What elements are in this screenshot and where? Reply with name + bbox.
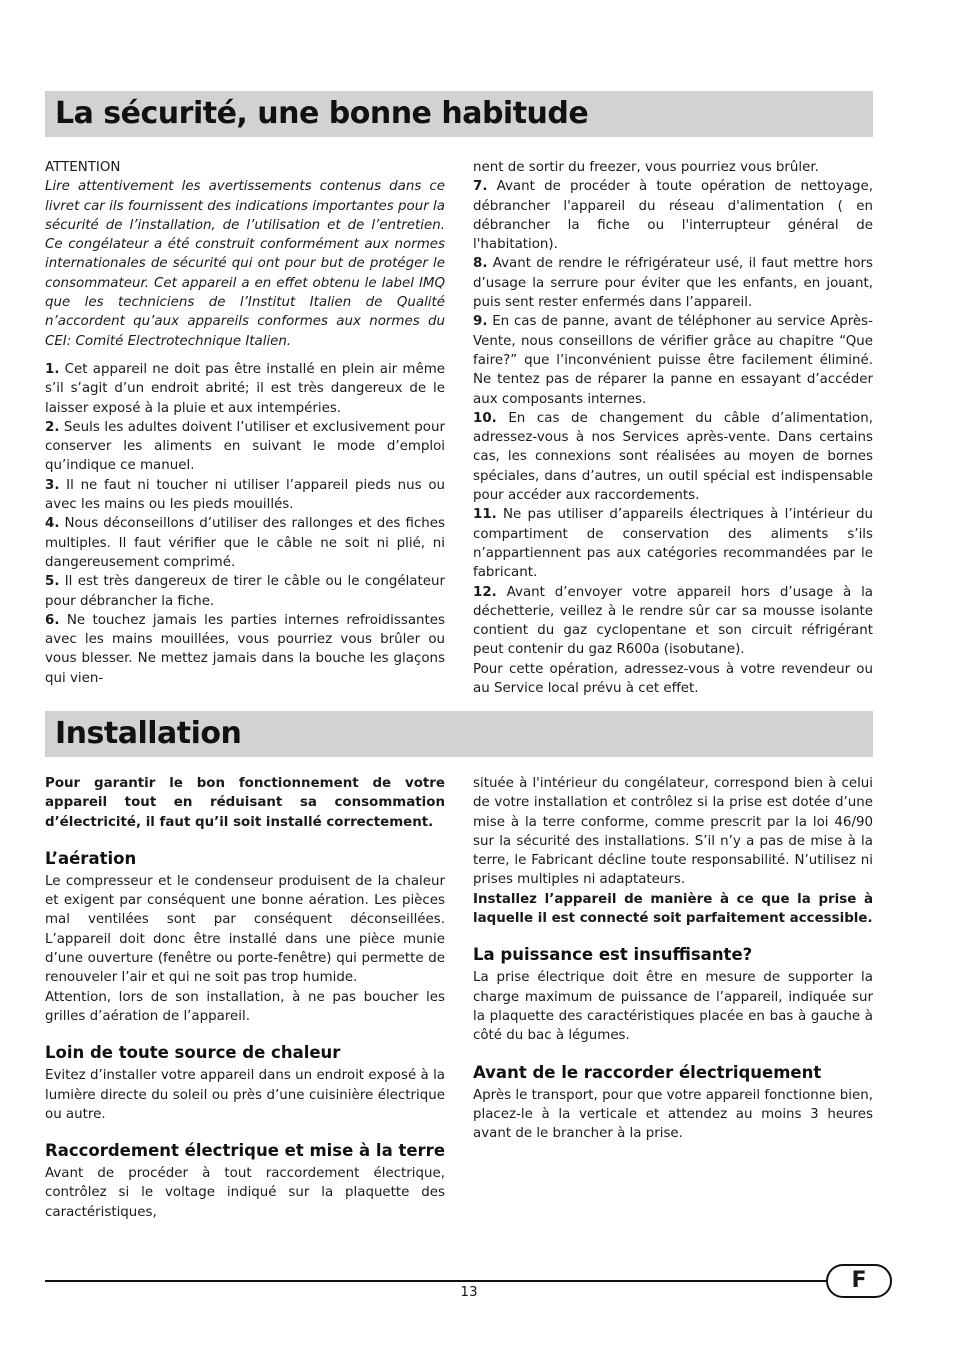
before-heading: Avant de le raccorder électriquement <box>473 1062 822 1082</box>
installation-column-left <box>45 774 445 1222</box>
aeration-note: Attention, lors de son installation, à ne pas boucher les grilles d’aération de l’appareil. <box>45 989 445 1024</box>
section-banner-installation <box>45 711 873 757</box>
electric-bold-note: Installez l’appareil de manière à ce que la prise à laquelle il est connecté soit parfaitement accessible. <box>473 891 873 927</box>
page-number: 13 <box>460 1284 478 1300</box>
attention-label: ATTENTION <box>45 160 121 175</box>
electric-heading: Raccordement électrique et mise à la terre <box>45 1141 446 1161</box>
section-banner-securite <box>45 91 873 137</box>
attention-intro: Lire attentivement les avertissements contenus dans ce livret car ils fournissent des indications importantes pour la sécurité de l’installation, de l’utilisation et de l’entretien. Ce congélateur a été construit conformément aux normes internationales de sécurité qui ont pour but de protéger le consommateur. Cet appareil a en effet obtenu le label IMQ que les techniciens de l’Institut Italien de Qualité n’accordent qu’aux appareils conformes aux normes du CEI: Comité Electrotechnique Italien. <box>45 179 445 349</box>
heat-heading: Loin de toute source de chaleur <box>45 1043 341 1063</box>
aeration-text: Le compresseur et le condenseur produisent de la chaleur et exigent par conséquent une bonne aération. Les pièces mal ventilées sont par conséquent déconseillées. L’appareil doit donc être installé dans une pièce munie d’une ouverture (fenêtre ou porte-fenêtre) qui permette de renouveler l’air et qui ne soit pas trop humide. <box>45 873 445 986</box>
section-title: Installation <box>55 716 242 751</box>
safety-item: 6. Ne touchez jamais les parties internes refroidissantes avec les mains mouillées, vous pourriez vous brûler ou vous blesser. Ne mettez jamais dans la bouche les glaçons qui vien- <box>45 612 445 686</box>
safety-item: 12. Avant d’envoyer votre appareil hors d’usage à la déchetterie, veillez à le rendre sûr car sa mousse isolante contient du gaz cyclopentane et son circuit réfrigérant peut contenir du gaz R600a (isobutane). <box>473 584 873 658</box>
safety-item: 8. Avant de rendre le réfrigérateur usé, il faut mettre hors d’usage la serrure pour éviter que les enfants, en jouant, puis sent rester enfermés dans l’appareil. <box>473 256 874 311</box>
language-badge: F <box>826 1264 892 1298</box>
closing-note: Pour cette opération, adressez-vous à votre revendeur ou au Service local prévu à cet effet. <box>473 661 873 697</box>
power-text: La prise électrique doit être en mesure de supporter la charge maximum de puissance de l’appareil, indiquée sur la plaquette des caractéristiques placée en bas à gauche à côté du bac à légumes. <box>473 970 873 1044</box>
safety-item: 11. Ne pas utiliser d’appareils électriques à l’intérieur du compartiment de conservation des aliments s’ils n’appartiennent pas aux catégories recommandées par le fabricant. <box>473 507 873 581</box>
electric-text-continued: située à l'intérieur du congélateur, correspond bien à celui de votre installation et contrôlez si la prise est dotée d’une mise à la terre conforme, comme prescrit par la loi 46/90 sur la sécurité des installations. S’il n’y a pas de mise à la terre, le Fabricant décline toute responsabilité. N’utilisez ni prises multiples ni adaptateurs. <box>473 776 873 888</box>
safety-item-continued: nent de sortir du freezer, vous pourriez vous brûler. <box>473 160 819 175</box>
safety-item: 5. Il est très dangereux de tirer le câble ou le congélateur pour débrancher la fiche. <box>45 574 445 609</box>
before-text: Après le transport, pour que votre appareil fonctionne bien, placez-le à la verticale et attendez au moins 3 heures avant de le brancher à la prise. <box>473 1087 873 1142</box>
securite-column-right <box>473 158 873 698</box>
safety-item: 3. Il ne faut ni toucher ni utiliser l’appareil pieds nus ou avec les mains ou les pieds mouillés. <box>45 477 446 513</box>
installation-lead: Pour garantir le bon fonctionnement de votre appareil tout en réduisant sa consommation d’électricité, il faut qu’il soit installé correctement. <box>45 776 445 830</box>
aeration-heading: L’aération <box>45 848 137 868</box>
safety-item: 2. Seuls les adultes doivent l’utiliser et exclusivement pour conserver les aliments en suivant le mode d’emploi qu’indique ce manuel. <box>45 419 445 474</box>
power-heading: La puissance est insuffisante? <box>473 945 753 965</box>
securite-column-left <box>45 158 445 688</box>
section-title: La sécurité, une bonne habitude <box>55 96 589 131</box>
safety-item: 7. Avant de procéder à toute opération de nettoyage, débrancher l'appareil du réseau d'alimentation ( en débrancher la fiche ou l'interrupteur général de l'habitation). <box>473 179 873 253</box>
safety-item: 1. Cet appareil ne doit pas être installé en plein air même s’il s’agit d’un endroit abrité; il est très dangereux de le laisser exposé à la pluie et aux intempéries. <box>45 361 445 416</box>
footer-rule <box>45 1280 827 1282</box>
safety-item: 10. En cas de changement du câble d’alimentation, adressez-vous à nos Services après-vente. Dans certains cas, les connexions sont réalisées au moyen de bornes spéciales, dans d’autres, un outil spécial est indispensable pour accéder aux raccordements. <box>473 410 873 504</box>
installation-column-right <box>473 774 873 1143</box>
heat-text: Evitez d’installer votre appareil dans un endroit exposé à la lumière directe du soleil ou près d’une cuisinière électrique ou autre. <box>45 1068 445 1122</box>
electric-text: Avant de procéder à tout raccordement électrique, contrôlez si le voltage indiqué sur la plaquette des caractéristiques, <box>45 1166 445 1220</box>
safety-item: 9. En cas de panne, avant de téléphoner au service Après-Vente, nous conseillons de vérifier grâce au chapitre “Que faire?” que l’inconvénient puisse être facilement éliminé. Ne tentez pas de réparer la panne en essayant d’accéder aux composants internes. <box>473 314 873 407</box>
safety-item: 4. Nous déconseillons d’utiliser des rallonges et des fiches multiples. Il faut vérifier que le câble ne soit ni plié, ni dangereusement comprimé. <box>45 516 445 570</box>
